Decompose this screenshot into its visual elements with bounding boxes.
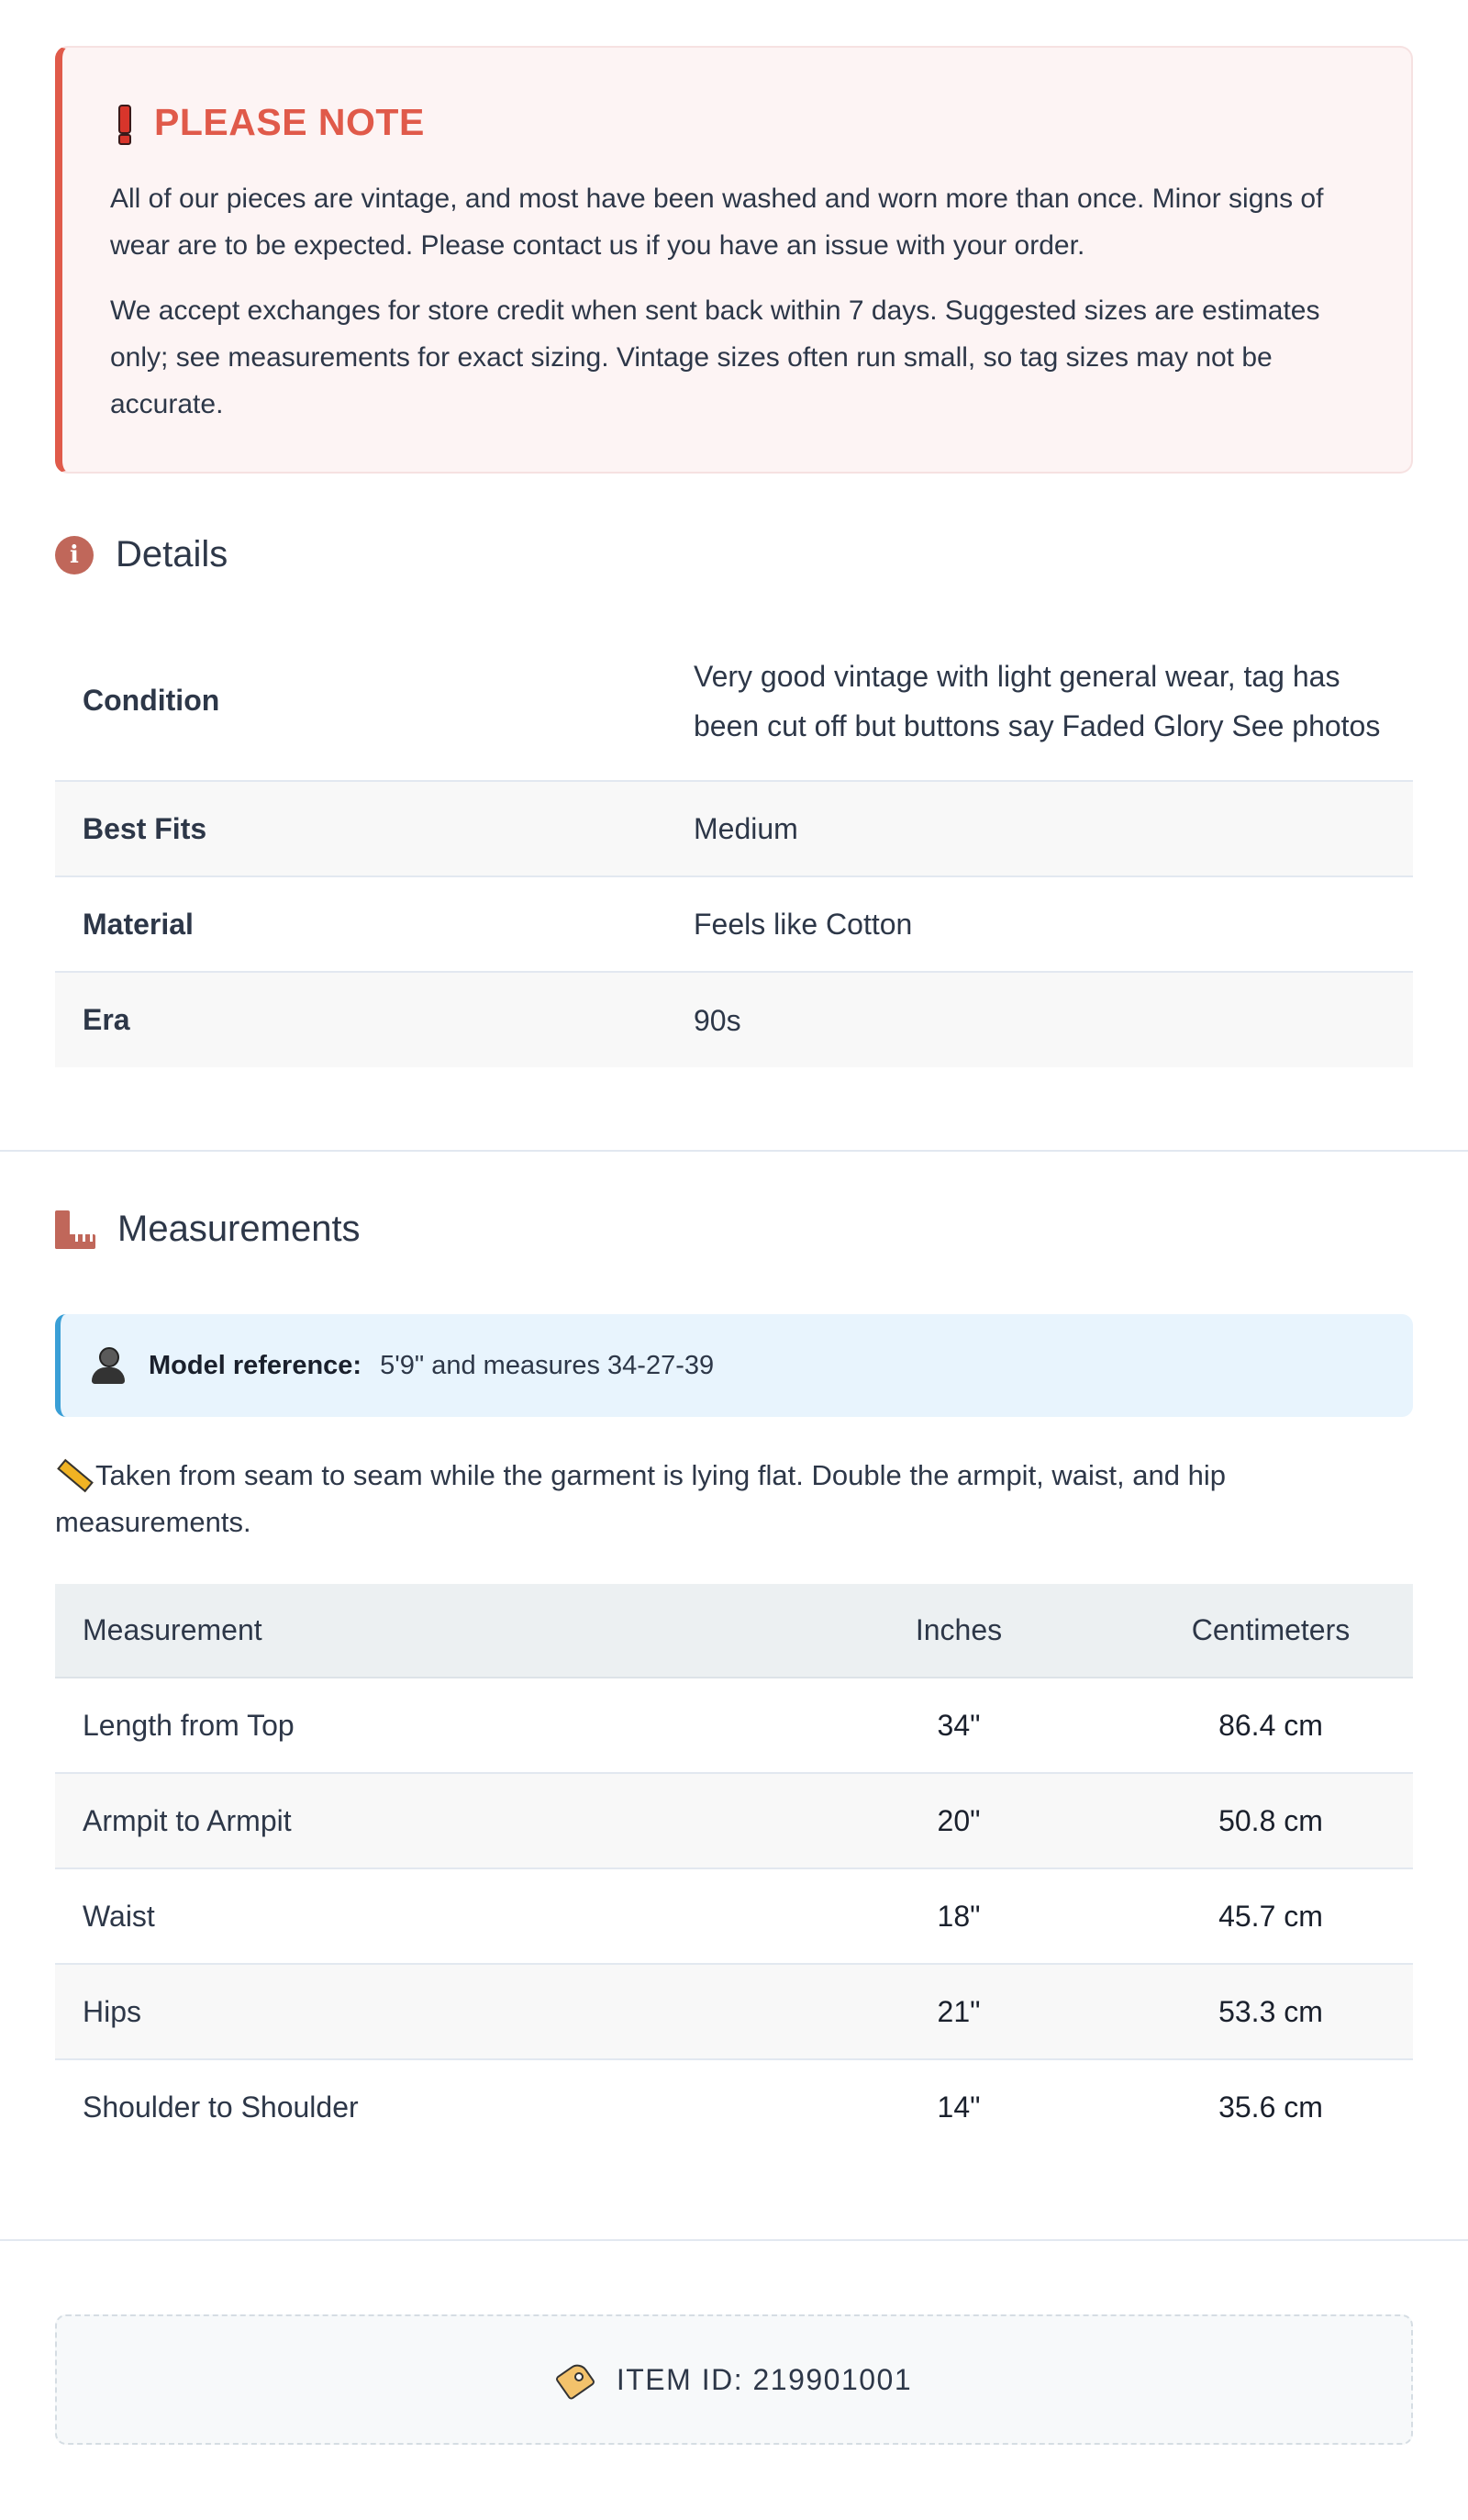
measurement-inches: 18" <box>789 1868 1129 1964</box>
measurements-heading-row <box>55 1209 1413 1250</box>
measurements-header-row <box>55 1584 1413 1678</box>
measurement-cm: 35.6 cm <box>1218 2091 1323 2124</box>
measurements-heading: Measurements <box>117 1209 361 1249</box>
section-divider <box>0 1150 1468 1152</box>
details-value: Very good vintage with light general wear, tag has been cut off but buttons say Faded Glory See photos <box>694 659 1381 742</box>
measurement-cm: 50.8 cm <box>1129 1773 1413 1868</box>
section-divider <box>0 2239 1468 2241</box>
measurement-instructions <box>55 1452 1413 1545</box>
model-reference-box <box>55 1314 1413 1417</box>
ruler-icon <box>55 1210 95 1249</box>
column-header-measurement: Measurement <box>55 1584 789 1678</box>
details-label: Era <box>83 1003 130 1036</box>
details-value: Medium <box>694 812 798 845</box>
details-label: Material <box>83 907 194 941</box>
model-reference-value: 5'9" and measures 34-27-39 <box>380 1350 715 1380</box>
details-row-best-fits <box>55 781 1413 876</box>
details-label: Best Fits <box>83 811 207 845</box>
table-row <box>55 1964 1413 2059</box>
measurement-inches: 21" <box>789 1964 1129 2059</box>
person-icon <box>92 1347 125 1384</box>
details-heading-row <box>55 534 1413 575</box>
item-id-box <box>55 2314 1413 2445</box>
table-row <box>55 1773 1413 1868</box>
note-paragraph-1: All of our pieces are vintage, and most have been washed and worn more than once. Minor signs of wear are to be expected. Please contact us if you have an issue with your order. <box>110 184 1324 261</box>
item-id: ITEM ID: 219901001 <box>616 2362 913 2396</box>
table-row <box>55 1678 1413 1773</box>
note-title: PLEASE NOTE <box>154 101 425 143</box>
info-icon: i <box>55 536 94 574</box>
model-reference-label: Model reference: <box>149 1350 362 1380</box>
measurement-name: Armpit to Armpit <box>55 1773 789 1868</box>
measurement-cm: 45.7 cm <box>1129 1868 1413 1964</box>
measurement-inches: 14" <box>937 2091 981 2124</box>
table-row <box>55 2059 1413 2155</box>
details-value: Feels like Cotton <box>694 908 913 941</box>
measurement-name: Length from Top <box>55 1678 789 1773</box>
table-row <box>55 1868 1413 1964</box>
pencil-icon <box>55 1457 86 1489</box>
details-label: Condition <box>83 684 220 717</box>
details-row-era <box>55 972 1413 1067</box>
please-note-box <box>55 46 1413 474</box>
column-header-centimeters: Centimeters <box>1129 1584 1413 1678</box>
column-header-inches: Inches <box>789 1584 1129 1678</box>
details-table <box>55 621 1413 1067</box>
measurement-inches: 20" <box>789 1773 1129 1868</box>
tag-icon <box>556 2365 593 2394</box>
details-value: 90s <box>694 1003 741 1037</box>
measurement-cm: 53.3 cm <box>1129 1964 1413 2059</box>
measurement-cm: 86.4 cm <box>1129 1678 1413 1773</box>
measurement-name: Waist <box>55 1868 789 1964</box>
measurement-inches: 34" <box>789 1678 1129 1773</box>
exclamation-icon <box>110 105 134 141</box>
measurement-instructions-text: Taken from seam to seam while the garment is lying flat. Double the armpit, waist, and hip measurements. <box>55 1459 1226 1538</box>
note-title-row <box>110 101 1363 144</box>
details-heading: Details <box>116 534 228 574</box>
note-paragraph-2: We accept exchanges for store credit when sent back within 7 days. Suggested sizes are estimates only; see measurements for exact sizing. Vintage sizes often run small, so tag sizes may not be accurate. <box>110 295 1320 419</box>
measurement-name: Hips <box>55 1964 789 2059</box>
details-row-material <box>55 876 1413 972</box>
measurement-name: Shoulder to Shoulder <box>83 2091 359 2124</box>
details-row-condition <box>55 621 1413 781</box>
measurements-table <box>55 1584 1413 2155</box>
